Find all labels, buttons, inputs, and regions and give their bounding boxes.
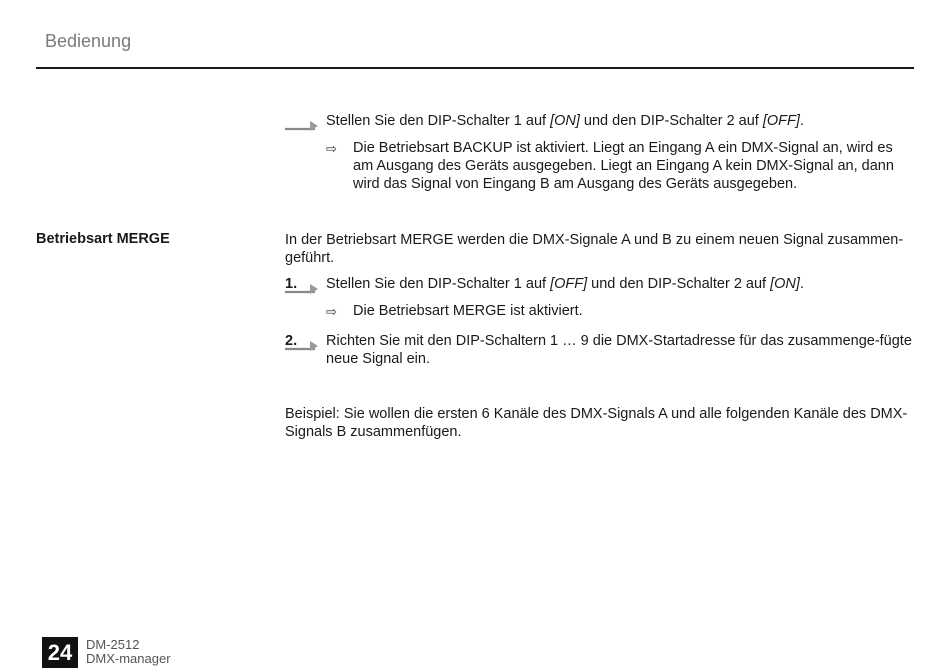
merge-step-1-result — [326, 302, 916, 320]
result-arrow-icon: ⇨ — [326, 141, 337, 156]
backup-step — [285, 112, 915, 130]
example-paragraph: Beispiel: Sie wollen die ersten 6 Kanäle des DMX-Signals A und alle folgenden Kanäle des DMX-Signals B zusammenfügen. — [285, 406, 908, 440]
step-number: 2. — [285, 333, 298, 349]
backup-result-text: Die Betriebsart BACKUP ist aktiviert. Liegt an Eingang A ein DMX-Signal an, wird es am Ausgang des Geräts ausgegeben. Liegt an Eingang A kein DMX-Signal an, dann wird das Signal von Eingang B am Ausgang des Geräts ausgegeben. — [353, 140, 894, 192]
merge-step-1-text: Stellen Sie den DIP-Schalter 1 auf [OFF] und den DIP-Schalter 2 auf [ON]. — [326, 276, 804, 292]
merge-step-1 — [285, 275, 915, 293]
merge-intro: In der Betriebsart MERGE werden die DMX-Signale A und B zu einem neuen Signal zusammen-geführt. — [285, 232, 904, 266]
merge-result-text: Die Betriebsart MERGE ist aktiviert. — [353, 303, 583, 319]
backup-step-text: Stellen Sie den DIP-Schalter 1 auf [ON] und den DIP-Schalter 2 auf [OFF]. — [326, 113, 804, 129]
section-heading-merge: Betriebsart MERGE — [36, 231, 170, 247]
step-marker-icon — [285, 332, 325, 352]
step-marker-icon — [285, 275, 325, 295]
footer-model: DM-2512 — [86, 637, 140, 652]
page-number: 24 — [42, 637, 78, 668]
merge-step-2-text: Richten Sie mit den DIP-Schaltern 1 … 9 die DMX-Startadresse für das zusammenge-fügte neue Signal ein. — [326, 333, 912, 367]
result-arrow-icon: ⇨ — [326, 304, 337, 319]
header-divider — [36, 67, 914, 69]
step-number: 1. — [285, 276, 298, 292]
footer-product: DMX-manager — [86, 651, 171, 666]
page-header-title: Bedienung — [45, 31, 132, 51]
step-marker-icon — [285, 112, 325, 132]
backup-result — [326, 139, 916, 193]
merge-step-2 — [285, 332, 915, 368]
